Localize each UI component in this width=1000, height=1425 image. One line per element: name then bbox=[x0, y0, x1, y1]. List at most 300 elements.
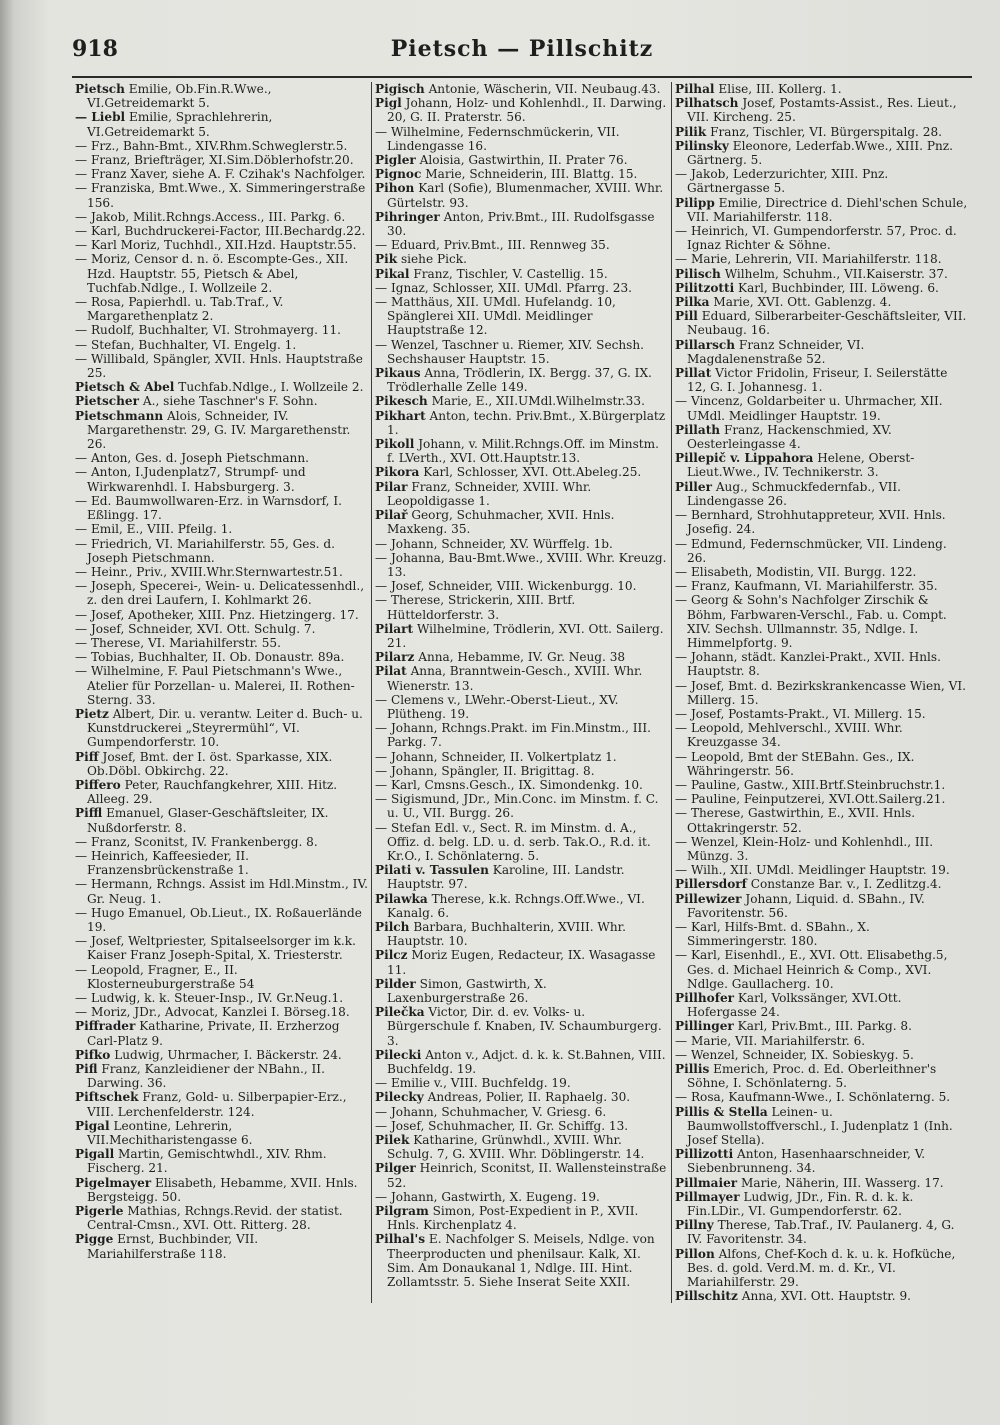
entry-surname: Pietscher bbox=[75, 394, 140, 409]
entry-details: — Josef, Schneider, XVI. Ott. Schulg. 7. bbox=[75, 621, 316, 636]
directory-entry bbox=[675, 1176, 969, 1190]
column-right bbox=[672, 82, 972, 1303]
entry-details: — Anton, I.Judenplatz7, Strumpf- und Wirkwarenhdl. I. Habsburgerg. 3. bbox=[75, 465, 306, 494]
directory-entry bbox=[675, 863, 969, 877]
entry-surname: Pikoll bbox=[375, 437, 415, 452]
directory-entry bbox=[375, 948, 668, 976]
directory-entry bbox=[675, 778, 969, 792]
entry-surname: Pietsch & Abel bbox=[75, 380, 175, 395]
entry-details: Aug., Schmuckfedernfab., VII. Lindengasse 26. bbox=[687, 479, 902, 508]
entry-surname: Pillizotti bbox=[675, 1147, 734, 1162]
entry-details: — Therese, Gastwirthin, E., XVII. Hnls. Ottakringerstr. 52. bbox=[675, 806, 916, 835]
directory-entry bbox=[75, 110, 368, 138]
entry-details: Leontine, Lehrerin, VII.Mechitharistengasse 6. bbox=[87, 1118, 253, 1148]
directory-entry bbox=[75, 750, 368, 778]
directory-entry bbox=[75, 664, 368, 707]
entry-details: Karoline, III. Landstr. Hauptstr. 97. bbox=[387, 863, 625, 892]
directory-entry bbox=[75, 167, 368, 181]
entry-details: Therese, Tab.Traf., IV. Paulanerg. 4, G. IV. Favoritenstr. 34. bbox=[687, 1218, 955, 1247]
directory-entry bbox=[375, 153, 668, 167]
entry-details: — Karl, Buchdruckerei-Factor, III.Bechardg.22. bbox=[75, 224, 366, 239]
column-middle bbox=[372, 82, 672, 1303]
directory-entry bbox=[675, 508, 969, 536]
entry-details: — Heinrich, Kaffeesieder, II. Franzensbrückenstraße 1. bbox=[75, 848, 250, 878]
directory-entry bbox=[75, 991, 368, 1005]
entry-surname: Pillmaier bbox=[675, 1175, 738, 1190]
entry-details: — Jakob, Milit.Rchngs.Access., III. Parkg. 6. bbox=[75, 209, 346, 224]
entry-details: Karl, Buchbinder, III. Löweng. 6. bbox=[738, 280, 939, 295]
page-title: Pietsch — Pillschitz bbox=[390, 36, 654, 62]
entry-surname: Pigelmayer bbox=[75, 1175, 152, 1190]
directory-entry bbox=[675, 267, 969, 281]
directory-entry bbox=[75, 849, 368, 877]
entry-surname: Pigisch bbox=[375, 82, 425, 96]
entry-details: Simon, Gastwirth, X. Laxenburgerstraße 26. bbox=[387, 976, 547, 1005]
entry-details: — Marie, VII. Mariahilferstr. 6. bbox=[675, 1033, 866, 1048]
directory-entry bbox=[75, 963, 368, 991]
entry-details: Ernst, Buchbinder, VII. Mariahilferstraße 118. bbox=[87, 1232, 259, 1261]
directory-entry bbox=[675, 125, 969, 139]
directory-entry bbox=[375, 338, 668, 366]
entry-surname: Pilarz bbox=[375, 650, 415, 665]
directory-entry bbox=[675, 338, 969, 366]
directory-entry bbox=[675, 1048, 969, 1062]
directory-entry bbox=[675, 877, 969, 891]
directory-entry bbox=[675, 366, 969, 394]
directory-entry bbox=[75, 394, 368, 408]
directory-entry bbox=[375, 792, 668, 820]
page-header bbox=[72, 34, 972, 76]
entry-details: Barbara, Buchhalterin, XVIII. Whr. Hauptstr. 10. bbox=[387, 919, 626, 949]
entry-details: — Wilh., XII. UMdl. Meidlinger Hauptstr. 19. bbox=[675, 863, 950, 878]
directory-entry bbox=[675, 792, 969, 806]
directory-entry bbox=[75, 224, 368, 238]
entry-details: — Franz, Kaufmann, VI. Mariahilferstr. 35. bbox=[675, 579, 938, 594]
entry-surname: Pigl bbox=[375, 96, 402, 111]
entry-surname: Pigal bbox=[75, 1118, 110, 1133]
directory-entry bbox=[375, 125, 668, 153]
directory-entry bbox=[375, 920, 668, 948]
directory-entry bbox=[375, 181, 668, 209]
entry-details: — Johann, städt. Kanzlei-Prakt., XVII. Hnls. Hauptstr. 8. bbox=[675, 650, 941, 679]
directory-entry bbox=[75, 1147, 368, 1175]
entry-details: — Anton, Ges. d. Joseph Pietschmann. bbox=[75, 451, 309, 466]
column-left bbox=[72, 82, 372, 1303]
entry-surname: Pilhatsch bbox=[675, 96, 739, 111]
directory-entry bbox=[675, 537, 969, 565]
directory-entry bbox=[675, 920, 969, 948]
entry-details: Marie, Näherin, III. Wasserg. 17. bbox=[741, 1175, 944, 1190]
entry-surname: — Liebl bbox=[75, 110, 126, 125]
entry-details: — Vincenz, Goldarbeiter u. Uhrmacher, XII. UMdl. Meidlinger Hauptstr. 19. bbox=[675, 394, 943, 423]
directory-entry bbox=[375, 281, 668, 295]
entry-surname: Pilek bbox=[375, 1133, 410, 1148]
directory-entry bbox=[375, 764, 668, 778]
entry-details: — Josef, Postamts-Prakt., VI. Millerg. 15. bbox=[675, 706, 926, 721]
directory-entry bbox=[75, 465, 368, 493]
directory-entry bbox=[675, 806, 969, 834]
entry-details: Katharine, Grünwhdl., XVIII. Whr. Schulg. 7, G. XVIII. Whr. Döblingerstr. 14. bbox=[387, 1133, 645, 1162]
entry-surname: Pilawka bbox=[375, 891, 428, 906]
directory-entry bbox=[675, 480, 969, 508]
entry-surname: Pillon bbox=[675, 1246, 715, 1261]
entry-details: — Johann, Gastwirth, X. Eugeng. 19. bbox=[375, 1189, 600, 1204]
entry-surname: Pilat bbox=[375, 664, 407, 679]
entry-details: — Josef, Schneider, VIII. Wickenburgg. 10. bbox=[375, 579, 637, 594]
directory-entry bbox=[75, 877, 368, 905]
directory-entry bbox=[675, 1247, 969, 1290]
directory-entry bbox=[75, 380, 368, 394]
directory-entry bbox=[675, 1147, 969, 1175]
directory-entry bbox=[375, 650, 668, 664]
directory-entry bbox=[375, 267, 668, 281]
directory-entry bbox=[75, 181, 368, 209]
entry-details: — Johann, Schneider, XV. Würffelg. 1b. bbox=[375, 536, 613, 551]
entry-details: siehe Pick. bbox=[400, 252, 467, 267]
entry-surname: Pilečka bbox=[375, 1005, 425, 1020]
entry-surname: Pikesch bbox=[375, 394, 428, 409]
directory-entry bbox=[375, 721, 668, 749]
entry-details: — Rosa, Papierhdl. u. Tab.Traf., V. Margarethenplatz 2. bbox=[75, 295, 284, 324]
entry-surname: Pietschmann bbox=[75, 408, 164, 423]
entry-details: Ludwig, Uhrmacher, I. Bäckerstr. 24. bbox=[114, 1047, 342, 1062]
directory-entry bbox=[375, 508, 668, 536]
entry-surname: Pilcz bbox=[375, 948, 408, 963]
entry-details: — Leopold, Mehlverschl., XVIII. Whr. Kreuzgasse 34. bbox=[675, 721, 903, 750]
entry-details: Katharine, Private, II. Erzherzog Carl-Platz 9. bbox=[87, 1019, 340, 1048]
entry-details: — Franz Xaver, siehe A. F. Czihak's Nachfolger. bbox=[75, 167, 366, 182]
entry-details: Albert, Dir. u. verantw. Leiter d. Buch- u. Kunstdruckerei „Steyrermühl“, VI. Gumpendorferstr. 10. bbox=[87, 706, 363, 750]
entry-surname: Pilart bbox=[375, 621, 414, 636]
directory-entry bbox=[675, 96, 969, 124]
directory-entry bbox=[375, 1076, 668, 1090]
entry-details: — Ludwig, k. k. Steuer-Insp., IV. Gr.Neug.1. bbox=[75, 991, 344, 1005]
directory-entry bbox=[75, 835, 368, 849]
directory-entry bbox=[375, 1161, 668, 1189]
directory-entry bbox=[75, 252, 368, 295]
entry-surname: Pillat bbox=[675, 366, 712, 381]
entry-details: — Franz, Sconitst, IV. Frankenbergg. 8. bbox=[75, 834, 318, 849]
entry-details: Therese, k.k. Rchngs.Off.Wwe., VI. Kanalg. 6. bbox=[387, 891, 645, 920]
directory-entry bbox=[75, 338, 368, 352]
entry-details: Eleonore, Lederfab.Wwe., XIII. Pnz. Gärtnerg. 5. bbox=[687, 138, 953, 168]
entry-details: Wilhelm, Schuhm., VII.Kaiserstr. 37. bbox=[724, 266, 948, 281]
entry-details: Anna, Trödlerin, IX. Bergg. 37, G. IX. Trödlerhalle Zelle 149. bbox=[387, 366, 652, 395]
entry-details: Anton, techn. Priv.Bmt., X.Bürgerplatz 1. bbox=[387, 408, 666, 437]
entry-details: Andreas, Polier, II. Raphaelg. 30. bbox=[427, 1090, 631, 1105]
directory-entry bbox=[75, 1232, 368, 1260]
directory-entry bbox=[375, 82, 668, 96]
entry-details: — Karl, Eisenhdl., E., XVI. Ott. Elisabethg.5, Ges. d. Michael Heinrich & Comp., XVI. Ndlge. Gaullacherg. 10. bbox=[675, 948, 948, 991]
entry-details: — Wenzel, Klein-Holz- und Kohlenhdl., III. Münzg. 3. bbox=[675, 834, 934, 863]
entry-surname: Piffrader bbox=[75, 1019, 136, 1034]
entry-surname: Pigler bbox=[375, 153, 416, 168]
entry-details: — Clemens v., LWehr.-Oberst-Lieut., XV. Plütheng. 19. bbox=[375, 692, 619, 721]
directory-entry bbox=[675, 650, 969, 678]
entry-details: — Bernhard, Strohhutappreteur, XVII. Hnls. Josefig. 24. bbox=[675, 508, 946, 537]
entry-surname: Pilati v. Tassulen bbox=[375, 863, 489, 878]
directory-entry bbox=[675, 394, 969, 422]
directory-entry bbox=[375, 480, 668, 508]
entry-details: — Willibald, Spängler, XVII. Hnls. Hauptstraße 25. bbox=[75, 351, 363, 381]
directory-entry bbox=[375, 1005, 668, 1048]
entry-details: — Sigismund, JDr., Min.Conc. im Minstm. f. C. u. U., VII. Burgg. 26. bbox=[375, 792, 659, 821]
entry-details: — Emil, E., VIII. Pfeilg. 1. bbox=[75, 522, 233, 537]
directory-entry bbox=[375, 778, 668, 792]
entry-surname: Pilgram bbox=[375, 1204, 429, 1219]
entry-details: Josef, Bmt. der I. öst. Sparkasse, XIX. Ob.Döbl. Obkirchg. 22. bbox=[87, 749, 333, 778]
entry-details: Karl, Priv.Bmt., III. Parkg. 8. bbox=[737, 1019, 912, 1034]
directory-entry bbox=[375, 892, 668, 920]
directory-entry bbox=[675, 579, 969, 593]
entry-details: — Josef, Bmt. d. Bezirkskrankencasse Wien, VI. Millerg. 15. bbox=[675, 678, 966, 707]
entry-details: Franz, Hackenschmied, XV. Oesterleingasse 4. bbox=[687, 422, 892, 452]
entry-surname: Pillny bbox=[675, 1218, 714, 1233]
directory-entry bbox=[675, 1019, 969, 1033]
columns bbox=[72, 82, 972, 1303]
directory-entry bbox=[375, 1232, 668, 1289]
entry-details: — Franz, Briefträger, XI.Sim.Döblerhofstr.20. bbox=[75, 153, 354, 168]
directory-entry bbox=[75, 1062, 368, 1090]
entry-details: Emilie, Sprachlehrerin, VI.Getreidemarkt 5. bbox=[87, 110, 273, 139]
directory-entry bbox=[75, 707, 368, 750]
directory-entry bbox=[375, 366, 668, 394]
entry-surname: Pikora bbox=[375, 465, 420, 480]
directory-entry bbox=[675, 679, 969, 707]
entry-details: Johann, Liquid. d. SBahn., IV. Favoritenstr. 56. bbox=[687, 891, 925, 920]
directory-entry bbox=[75, 1176, 368, 1204]
directory-entry bbox=[375, 1105, 668, 1119]
entry-surname: Piff bbox=[75, 749, 99, 764]
entry-details: — Pauline, Feinputzerei, XVI.Ott.Sailerg.21. bbox=[675, 792, 946, 807]
entry-details: — Eduard, Priv.Bmt., III. Rennweg 35. bbox=[375, 238, 610, 253]
entry-surname: Pilder bbox=[375, 976, 416, 991]
entry-details: Anton, Priv.Bmt., III. Rudolfsgasse 30. bbox=[387, 209, 655, 239]
directory-entry bbox=[375, 465, 668, 479]
entry-details: E. Nachfolger S. Meisels, Ndlge. von Theerproducten und phenilsaur. Kalk, XI. Sim. Am Donaukanal 1, Ndlge. III. Hint. Zollamtsstr. 5. Siehe Inserat Seite XXII. bbox=[387, 1232, 655, 1290]
directory-entry bbox=[75, 451, 368, 465]
entry-details: Tuchfab.Ndlge., I. Wollzeile 2. bbox=[178, 380, 364, 395]
entry-details: — Edmund, Federnschmücker, VII. Lindeng. 26. bbox=[675, 536, 947, 565]
entry-surname: Piftschek bbox=[75, 1090, 139, 1105]
entry-details: — Karl Moriz, Tuchhdl., XII.Hzd. Hauptstr.55. bbox=[75, 238, 357, 253]
directory-entry bbox=[75, 409, 368, 452]
entry-details: — Josef, Weltpriester, Spitalseelsorger im k.k. Kaiser Franz Joseph-Spital, X. Triesterstr. bbox=[75, 934, 356, 963]
directory-entry bbox=[375, 693, 668, 721]
entry-details: — Johann, Spängler, II. Brigittag. 8. bbox=[375, 763, 595, 778]
entry-surname: Pilecki bbox=[375, 1047, 422, 1062]
entry-details: Elise, III. Kollerg. 1. bbox=[718, 82, 842, 96]
directory-entry bbox=[675, 565, 969, 579]
entry-details: — Stefan Edl. v., Sect. R. im Minstm. d. A., Offiz. d. belg. LD. u. d. serb. Tak.O., R.d. it. Kr.O., I. Schönlaterng. 5. bbox=[375, 820, 651, 863]
entry-surname: Pilecky bbox=[375, 1090, 424, 1105]
entry-details: — Moriz, JDr., Advocat, Kanzlei I. Börseg.18. bbox=[75, 1005, 350, 1020]
entry-details: Wilhelmine, Trödlerin, XVI. Ott. Sailerg. 21. bbox=[387, 621, 664, 650]
entry-details: Franz, Gold- u. Silberpapier-Erz., VIII. Lerchenfelderstr. 124. bbox=[87, 1090, 347, 1119]
entry-details: — Friedrich, VI. Mariahilferstr. 55, Ges. d. Joseph Pietschmann. bbox=[75, 536, 335, 565]
entry-details: — Leopold, Bmt der StEBahn. Ges., IX. Währingerstr. 56. bbox=[675, 749, 915, 778]
entry-surname: Pilik bbox=[675, 124, 707, 139]
entry-surname: Pillarsch bbox=[675, 337, 736, 352]
entry-surname: Piffl bbox=[75, 806, 103, 821]
entry-details: Peter, Rauchfangkehrer, XIII. Hitz. Alleeg. 29. bbox=[87, 777, 338, 807]
entry-details: Karl (Sofie), Blumenmacher, XVIII. Whr. Gürtelstr. 93. bbox=[387, 181, 664, 210]
directory-entry bbox=[675, 139, 969, 167]
entry-details: Anna, XVI. Ott. Hauptstr. 9. bbox=[741, 1289, 911, 1304]
entry-details: — Elisabeth, Modistin, VII. Burgg. 122. bbox=[675, 564, 917, 579]
entry-details: Franz, Kanzleidiener der NBahn., II. Darwing. 36. bbox=[87, 1062, 325, 1091]
entry-details: Alois, Schneider, IV. Margarethenstr. 29, G. IV. Margarethenstr. 26. bbox=[87, 408, 351, 452]
directory-entry bbox=[375, 437, 668, 465]
entry-surname: Pilhal's bbox=[375, 1232, 426, 1247]
directory-entry bbox=[375, 252, 668, 266]
entry-details: — Heinr., Priv., XVIII.Whr.Sternwartestr.51. bbox=[75, 564, 343, 579]
entry-surname: Pikhart bbox=[375, 408, 426, 423]
entry-details: Franz Schneider, VI. Magdalenenstraße 52. bbox=[687, 337, 865, 366]
entry-surname: Pigall bbox=[75, 1147, 115, 1162]
entry-details: — Leopold, Fragner, E., II. Klosterneuburgerstraße 54 bbox=[75, 962, 255, 991]
entry-surname: Pillschitz bbox=[675, 1289, 738, 1304]
entry-details: Karl, Volkssänger, XVI.Ott. Hofergasse 24. bbox=[687, 991, 902, 1020]
entry-details: — Emilie v., VIII. Buchfeldg. 19. bbox=[375, 1076, 571, 1091]
entry-surname: Pillhofer bbox=[675, 991, 735, 1005]
entry-surname: Pigerle bbox=[75, 1204, 124, 1219]
directory-entry bbox=[675, 991, 969, 1019]
entry-surname: Piffero bbox=[75, 777, 121, 792]
entry-details: Victor, Dir. d. ev. Volks- u. Bürgerschule f. Knaben, IV. Schaumburgerg. 3. bbox=[387, 1005, 662, 1048]
directory-entry bbox=[75, 82, 368, 110]
directory-entry bbox=[375, 579, 668, 593]
entry-details: Emilie, Directrice d. Diehl'schen Schule, VII. Mariahilferstr. 118. bbox=[687, 195, 968, 224]
directory-entry bbox=[675, 1034, 969, 1048]
entry-details: Johann, Holz- und Kohlenhdl., II. Darwing. 20, G. II. Praterstr. 56. bbox=[387, 96, 667, 125]
directory-entry bbox=[675, 1062, 969, 1090]
entry-surname: Pillepič v. Lippahora bbox=[675, 451, 814, 466]
entry-details: Heinrich, Sconitst, II. Wallensteinstraße 52. bbox=[387, 1161, 667, 1190]
entry-details: — Joseph, Specerei-, Wein- u. Delicatessenhdl., z. den drei Laufern, I. Kohlmarkt 26. bbox=[75, 579, 365, 608]
directory-entry bbox=[75, 778, 368, 806]
entry-surname: Pignoc bbox=[375, 167, 422, 182]
entry-details: Emilie, Ob.Fin.R.Wwe., VI.Getreidemarkt 5. bbox=[87, 82, 272, 111]
directory-entry bbox=[375, 1204, 668, 1232]
entry-details: — Wenzel, Schneider, IX. Sobieskyg. 5. bbox=[675, 1047, 914, 1062]
page-number: 918 bbox=[72, 36, 118, 62]
entry-details: — Franziska, Bmt.Wwe., X. Simmeringerstraße 156. bbox=[75, 181, 366, 210]
entry-details: — Johann, Schuhmacher, V. Griesg. 6. bbox=[375, 1104, 607, 1119]
entry-surname: Pilitzotti bbox=[675, 280, 735, 295]
entry-details: Franz, Tischler, V. Castellig. 15. bbox=[413, 266, 608, 281]
directory-entry bbox=[75, 153, 368, 167]
entry-surname: Piller bbox=[675, 479, 712, 494]
directory-entry bbox=[75, 579, 368, 607]
entry-details: Emerich, Proc. d. Ed. Oberleithner's Söhne, I. Schönlaterng. 5. bbox=[687, 1062, 937, 1091]
directory-entry bbox=[675, 750, 969, 778]
directory-entry bbox=[375, 551, 668, 579]
entry-details: Anton v., Adjct. d. k. k. St.Bahnen, VIII. Buchfeldg. 19. bbox=[387, 1047, 666, 1077]
entry-details: Anna, Branntwein-Gesch., XVIII. Whr. Wienerstr. 13. bbox=[387, 664, 643, 693]
entry-details: — Wenzel, Taschner u. Riemer, XIV. Sechsh. Sechshauser Hauptstr. 15. bbox=[375, 337, 645, 366]
entry-details: Leinen- u. Baumwollstoffverschl., I. Judenplatz 1 (Inh. Josef Stella). bbox=[687, 1104, 953, 1148]
entry-surname: Pihringer bbox=[375, 209, 440, 224]
entry-details: — Johann, Rchngs.Prakt. im Fin.Minstm., III. Parkg. 7. bbox=[375, 721, 651, 750]
directory-entry bbox=[675, 224, 969, 252]
entry-details: Moriz Eugen, Redacteur, IX. Wasagasse 11. bbox=[387, 948, 656, 977]
directory-entry bbox=[75, 323, 368, 337]
directory-entry bbox=[75, 494, 368, 522]
directory-entry bbox=[675, 309, 969, 337]
entry-details: — Hugo Emanuel, Ob.Lieut., IX. Roßauerlände 19. bbox=[75, 905, 362, 934]
entry-details: — Therese, VI. Mariahilferstr. 55. bbox=[75, 635, 281, 650]
directory-entry bbox=[75, 537, 368, 565]
directory-entry bbox=[675, 835, 969, 863]
entry-surname: Pillewizer bbox=[675, 891, 742, 906]
directory-entry bbox=[75, 238, 368, 252]
directory-entry bbox=[675, 451, 969, 479]
entry-details: Franz, Schneider, XVIII. Whr. Leopoldigasse 1. bbox=[387, 479, 592, 508]
directory-entry bbox=[75, 352, 368, 380]
directory-entry bbox=[75, 934, 368, 962]
directory-entry bbox=[675, 252, 969, 266]
entry-details: — Stefan, Buchhalter, VI. Engelg. 1. bbox=[75, 337, 297, 352]
directory-entry bbox=[75, 806, 368, 834]
entry-details: — Heinrich, VI. Gumpendorferstr. 57, Proc. d. Ignaz Richter & Söhne. bbox=[675, 224, 957, 253]
directory-entry bbox=[675, 281, 969, 295]
directory-entry bbox=[675, 721, 969, 749]
entry-details: Josef, Postamts-Assist., Res. Lieut., VII. Kircheng. 25. bbox=[687, 96, 957, 125]
directory-entry bbox=[675, 892, 969, 920]
directory-entry bbox=[75, 622, 368, 636]
directory-entry bbox=[675, 948, 969, 991]
entry-details: — Ed. Baumwollwaren-Erz. in Warnsdorf, I. Eßlingg. 17. bbox=[75, 493, 342, 523]
entry-surname: Pigge bbox=[75, 1232, 114, 1247]
entry-details: — Wilhelmine, Federnschmückerin, VII. Lindengasse 16. bbox=[375, 124, 620, 153]
entry-surname: Pilinsky bbox=[675, 138, 729, 153]
directory-entry bbox=[375, 295, 668, 338]
entry-details: Elisabeth, Hebamme, XVII. Hnls. Bergsteigg. 50. bbox=[87, 1175, 358, 1204]
directory-entry bbox=[375, 409, 668, 437]
directory-entry bbox=[75, 139, 368, 153]
entry-surname: Pillmayer bbox=[675, 1189, 740, 1204]
entry-details: Marie, XVI. Ott. Gablenzg. 4. bbox=[713, 295, 892, 310]
directory-entry bbox=[375, 167, 668, 181]
entry-surname: Pilhal bbox=[675, 82, 715, 96]
entry-details: — Rosa, Kaufmann-Wwe., I. Schönlaterng. 5. bbox=[675, 1090, 951, 1105]
entry-surname: Pik bbox=[375, 252, 398, 267]
directory-entry bbox=[75, 522, 368, 536]
entry-surname: Pietz bbox=[75, 706, 109, 721]
directory-entry bbox=[375, 1190, 668, 1204]
entry-details: A., siehe Taschner's F. Sohn. bbox=[142, 394, 318, 409]
entry-details: Martin, Gemischtwhdl., XIV. Rhm. Fischerg. 21. bbox=[87, 1147, 327, 1176]
entry-surname: Pilch bbox=[375, 919, 410, 934]
entry-details: Johann, v. Milit.Rchngs.Off. im Minstm. f. LVerth., XVI. Ott.Hauptstr.13. bbox=[387, 437, 659, 466]
entry-details: Mathias, Rchngs.Revid. der statist. Central-Cmsn., XVI. Ott. Ritterg. 28. bbox=[87, 1204, 343, 1233]
directory-entry bbox=[75, 650, 368, 664]
entry-details: — Josef, Schuhmacher, II. Gr. Schiffg. 13. bbox=[375, 1118, 629, 1133]
entry-details: Emanuel, Glaser-Geschäftsleiter, IX. Nußdorferstr. 8. bbox=[87, 806, 329, 835]
directory-entry bbox=[375, 821, 668, 864]
directory-entry bbox=[675, 196, 969, 224]
directory-entry bbox=[75, 1204, 368, 1232]
directory-entry bbox=[375, 1048, 668, 1076]
entry-details: — Wilhelmine, F. Paul Pietschmann's Wwe., Atelier für Porzellan- u. Malerei, II. Rothen-Sterng. 33. bbox=[75, 664, 355, 707]
directory-entry bbox=[675, 707, 969, 721]
directory-entry bbox=[675, 1090, 969, 1104]
directory-entry bbox=[375, 1119, 668, 1133]
entry-surname: Pikaus bbox=[375, 366, 421, 381]
entry-surname: Pilger bbox=[375, 1161, 416, 1176]
entry-surname: Pikal bbox=[375, 266, 410, 281]
